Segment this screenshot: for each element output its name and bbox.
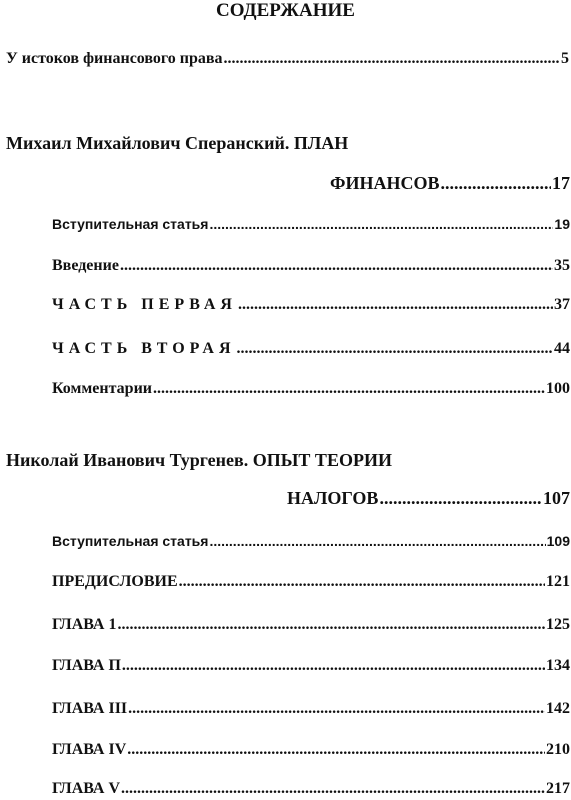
toc-entry-chapter-5[interactable] bbox=[52, 780, 570, 798]
dot-leader bbox=[122, 657, 545, 675]
page-number: 17 bbox=[552, 173, 570, 193]
entry-label: ГЛАВА П bbox=[52, 657, 121, 674]
toc-entry-chapter-4[interactable] bbox=[52, 741, 570, 759]
page-number: 125 bbox=[546, 616, 570, 633]
section-heading: Михаил Михайлович Сперанский. ПЛАН bbox=[6, 133, 349, 153]
entry-label: Вступительная статья bbox=[52, 216, 209, 232]
toc-entry-section-heading[interactable] bbox=[330, 173, 570, 194]
entry-label: Вступительная статья bbox=[52, 533, 209, 549]
toc-entry-part-two[interactable] bbox=[52, 340, 570, 358]
page-number: 109 bbox=[546, 533, 570, 549]
entry-label: ЧАСТЬ ВТОРАЯ bbox=[52, 340, 236, 357]
toc-entry-chapter-1[interactable] bbox=[52, 616, 570, 634]
page-number: 35 bbox=[554, 257, 570, 274]
page-number: 217 bbox=[546, 780, 570, 797]
page-number: 210 bbox=[546, 741, 570, 758]
dot-leader bbox=[120, 257, 553, 275]
entry-label: ГЛАВА V bbox=[52, 780, 121, 797]
toc-entry-introduction[interactable] bbox=[52, 257, 570, 275]
page-number: 107 bbox=[543, 488, 570, 508]
dot-leader bbox=[179, 573, 545, 591]
toc-entry-chapter-2[interactable] bbox=[52, 657, 570, 675]
dot-leader bbox=[209, 216, 553, 232]
dot-leader bbox=[117, 616, 545, 634]
page-number: 134 bbox=[546, 657, 570, 674]
entry-label: ФИНАНСОВ bbox=[330, 173, 440, 193]
entry-label: ГЛАВА IV bbox=[52, 741, 127, 758]
entry-label: У истоков финансового права bbox=[6, 50, 223, 67]
toc-entry-section-heading[interactable] bbox=[287, 488, 570, 509]
dot-leader bbox=[121, 780, 545, 798]
toc-title: СОДЕРЖАНИЕ bbox=[216, 0, 355, 21]
entry-label: НАЛОГОВ bbox=[287, 488, 379, 508]
toc-entry-part-one[interactable] bbox=[52, 296, 570, 314]
page-number: 100 bbox=[546, 380, 570, 397]
entry-label: Введение bbox=[52, 257, 119, 274]
dot-leader bbox=[237, 340, 553, 358]
toc-entry-preface[interactable] bbox=[52, 573, 570, 591]
page-number: 44 bbox=[554, 340, 570, 357]
page-number: 5 bbox=[561, 50, 569, 67]
entry-label: ГЛАВА III bbox=[52, 700, 128, 717]
section-heading: Николай Иванович Тургенев. ОПЫТ ТЕОРИИ bbox=[6, 450, 392, 470]
dot-leader bbox=[127, 741, 545, 759]
dot-leader bbox=[128, 700, 545, 718]
toc-entry-intro[interactable] bbox=[6, 50, 569, 68]
dot-leader bbox=[224, 50, 560, 68]
toc-entry-intro-article[interactable] bbox=[52, 216, 570, 232]
page-number: 37 bbox=[554, 296, 570, 313]
dot-leader bbox=[379, 488, 542, 509]
toc-entry-chapter-3[interactable] bbox=[52, 700, 570, 718]
page-number: 142 bbox=[546, 700, 570, 717]
dot-leader bbox=[153, 380, 545, 398]
page-number: 121 bbox=[546, 573, 570, 590]
entry-label: ПРЕДИСЛОВИЕ bbox=[52, 573, 178, 590]
toc-entry-intro-article[interactable] bbox=[52, 533, 570, 549]
dot-leader bbox=[440, 173, 551, 194]
entry-label: Комментарии bbox=[52, 380, 153, 397]
page-number: 19 bbox=[554, 216, 570, 232]
entry-label: ЧАСТЬ ПЕРВАЯ bbox=[52, 296, 237, 313]
dot-leader bbox=[209, 533, 545, 549]
entry-label: ГЛАВА 1 bbox=[52, 616, 117, 633]
dot-leader bbox=[238, 296, 553, 314]
toc-entry-comments[interactable] bbox=[52, 380, 570, 398]
